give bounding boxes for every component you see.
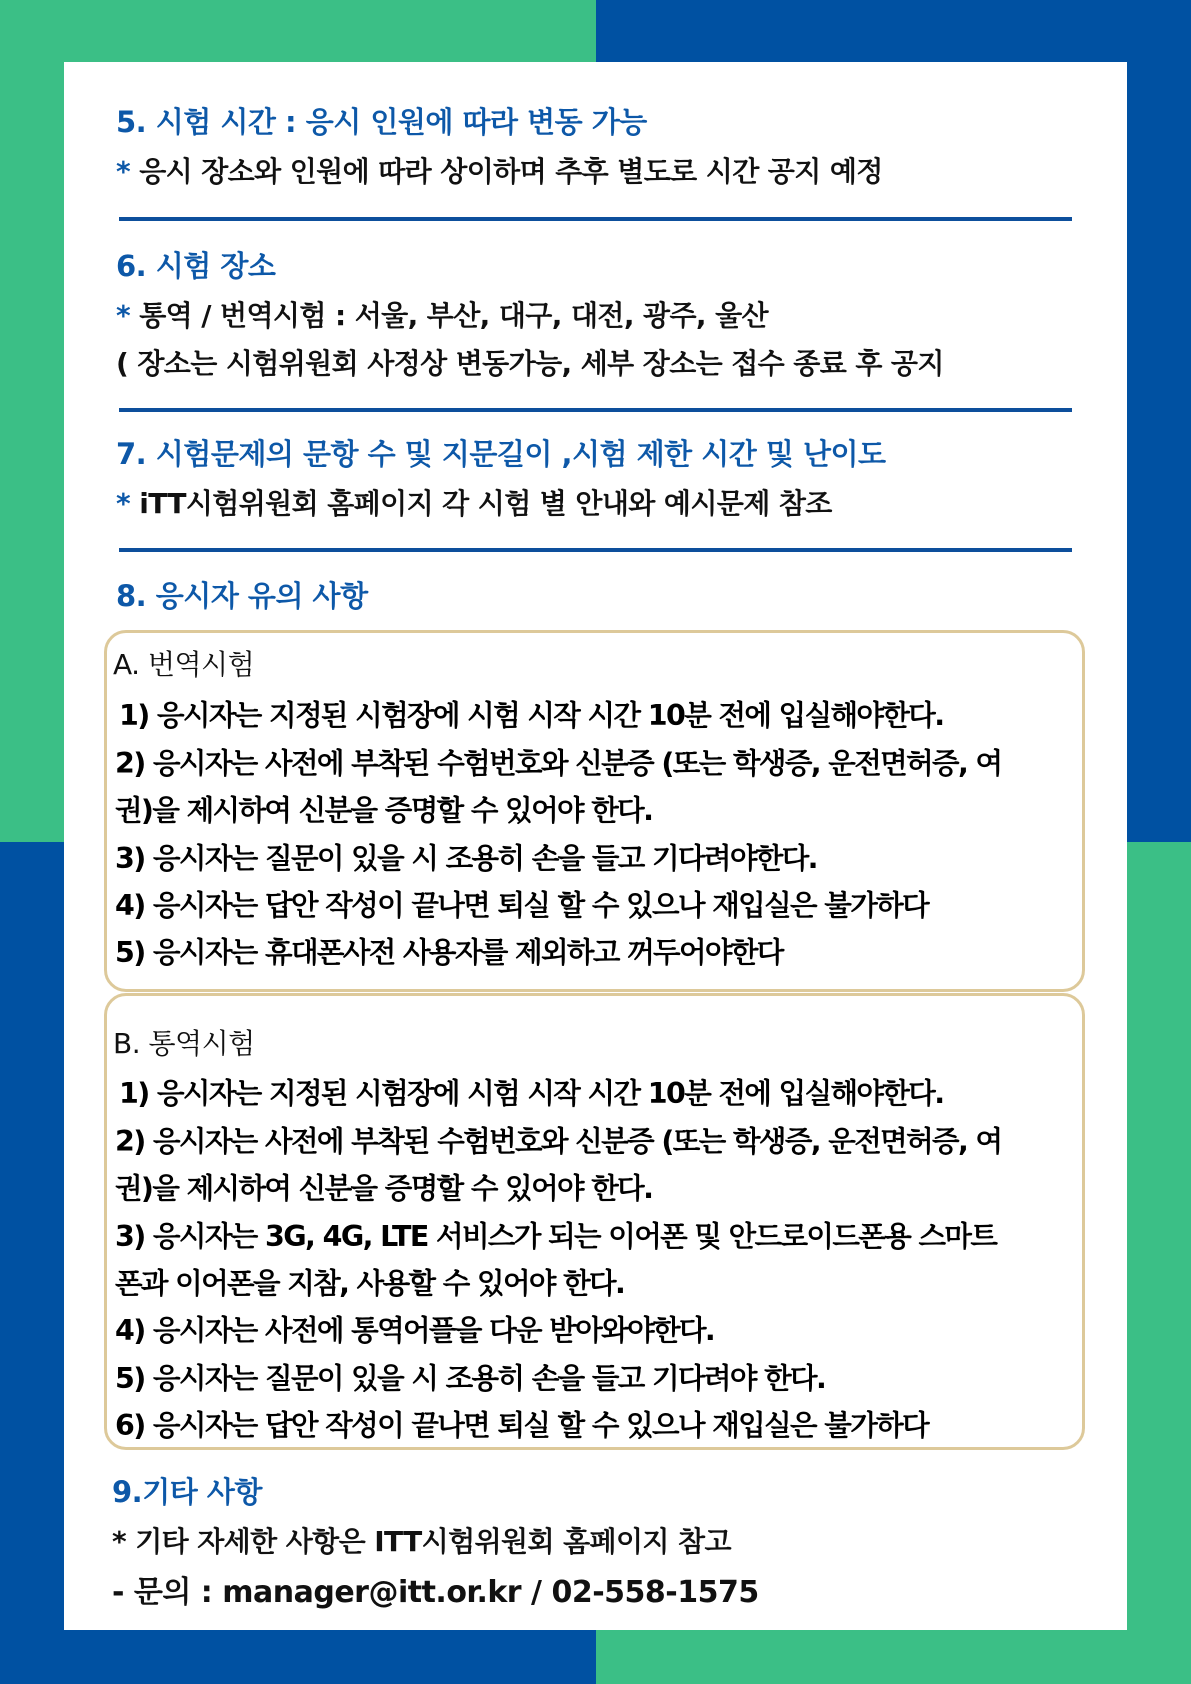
interpretation-item: 3) 응시자는 3G, 4G, LTE 서비스가 되는 이어폰 및 안드로이드폰용 스마트 xyxy=(115,1220,997,1253)
translation-item: 권)을 제시하여 신분을 증명할 수 있어야 한다. xyxy=(115,794,653,827)
interpretation-item: 폰과 이어폰을 지참, 사용할 수 있어야 한다. xyxy=(115,1267,625,1300)
section-7-title: 7. 시험문제의 문항 수 및 지문길이 ,시험 제한 시간 및 난이도 xyxy=(116,437,886,471)
divider-2 xyxy=(119,408,1072,412)
section-7-note-text: iTT시험위원회 홈페이지 각 시험 별 안내와 예시문제 참조 xyxy=(130,487,832,520)
interpretation-item: 4) 응시자는 사전에 통역어플을 다운 받아와야한다. xyxy=(115,1314,715,1347)
section-6-note-2: ( 장소는 시험위원회 사정상 변동가능, 세부 장소는 접수 종료 후 공지 xyxy=(116,347,944,380)
interpretation-item: 5) 응시자는 질문이 있을 시 조용히 손을 들고 기다려야 한다. xyxy=(115,1362,826,1395)
translation-item: 2) 응시자는 사전에 부착된 수험번호와 신분증 (또는 학생증, 운전면허증, 여 xyxy=(115,747,1002,780)
section-7-star: * xyxy=(116,487,131,520)
interpretation-exam-box xyxy=(104,993,1085,1450)
section-9-note: * 기타 자세한 사항은 ITT시험위원회 홈페이지 참고 xyxy=(112,1525,731,1558)
translation-item: 3) 응시자는 질문이 있을 시 조용히 손을 들고 기다려야한다. xyxy=(115,842,817,875)
interpretation-item: 6) 응시자는 답안 작성이 끝나면 퇴실 할 수 있으나 재입실은 불가하다 xyxy=(115,1409,929,1442)
section-7-note xyxy=(116,482,832,522)
translation-exam-title: A. 번역시험 xyxy=(113,648,255,681)
translation-item: 4) 응시자는 답안 작성이 끝나면 퇴실 할 수 있으나 재입실은 불가하다 xyxy=(115,889,929,922)
interpretation-item: 권)을 제시하여 신분을 증명할 수 있어야 한다. xyxy=(115,1172,653,1205)
translation-item: 5) 응시자는 휴대폰사전 사용자를 제외하고 꺼두어야한다 xyxy=(115,936,783,969)
section-6-star: * xyxy=(116,299,131,332)
section-6-note-text: 통역 / 번역시험 : 서울, 부산, 대구, 대전, 광주, 울산 xyxy=(130,299,769,332)
section-5-note xyxy=(116,150,883,190)
section-5-title: 5. 시험 시간 : 응시 인원에 따라 변동 가능 xyxy=(116,105,647,139)
section-6-title: 6. 시험 장소 xyxy=(116,249,276,283)
divider-1 xyxy=(119,217,1072,221)
section-8-title: 8. 응시자 유의 사항 xyxy=(116,579,368,613)
content-panel xyxy=(64,62,1127,1630)
interpretation-exam-title: B. 통역시험 xyxy=(113,1027,255,1060)
translation-item: 1) 응시자는 지정된 시험장에 시험 시작 시간 10분 전에 입실해야한다. xyxy=(119,699,944,732)
section-5-note-text: 응시 장소와 인원에 따라 상이하며 추후 별도로 시간 공지 예정 xyxy=(130,155,883,188)
section-9-title: 9.기타 사항 xyxy=(112,1475,262,1509)
contact-info: - 문의 : manager@itt.or.kr / 02-558-1575 xyxy=(112,1575,759,1610)
section-6-note xyxy=(116,294,768,334)
divider-3 xyxy=(119,548,1072,552)
interpretation-item: 1) 응시자는 지정된 시험장에 시험 시작 시간 10분 전에 입실해야한다. xyxy=(119,1077,944,1110)
translation-exam-box xyxy=(104,630,1085,992)
interpretation-item: 2) 응시자는 사전에 부착된 수험번호와 신분증 (또는 학생증, 운전면허증, 여 xyxy=(115,1125,1002,1158)
section-5-star: * xyxy=(116,155,131,188)
